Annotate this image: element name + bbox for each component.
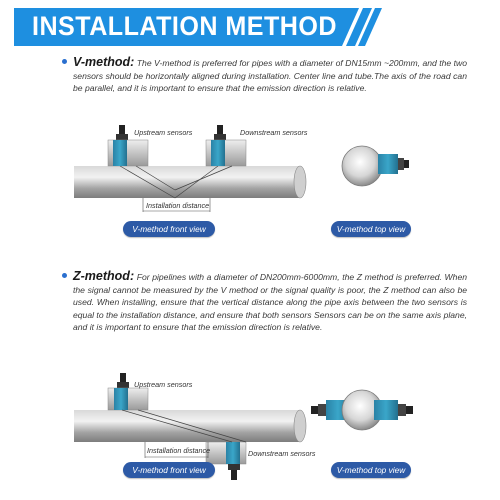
bullet-icon	[62, 273, 67, 278]
z-method-title: Z-method	[73, 269, 130, 283]
v-pipe	[74, 166, 306, 198]
z-distance-label: Installation distance	[147, 446, 211, 455]
v-front-view-badge: V-method front view	[123, 221, 215, 237]
z-upstream-sensor	[108, 373, 148, 410]
z-downstream-label: Downstream sensors	[248, 449, 316, 458]
v-top-view-badge: V-method top view	[331, 221, 411, 237]
v-upstream-label: Upstream sensors	[134, 128, 193, 137]
v-distance-label: Installation distance	[146, 201, 210, 210]
z-method-description: For pipelines with a diameter of DN200mm-6000mm, the Z method is preferred. When the signal cannot be measured by the V method or the signal quality is poor, the Z method can also be used. When installing, ensure that the vertical distance along the pipe axis between the two sensors is equal to the installation distance, and ensure that both sensors Sensors can be on the same axis plane, and it is important to ensure that the emission direction is relative.	[73, 272, 467, 333]
v-downstream-label: Downstream sensors	[240, 128, 308, 137]
z-method-section	[73, 270, 467, 334]
page-title: INSTALLATION METHOD	[32, 11, 338, 41]
z-top-view	[311, 390, 413, 430]
v-method-colon: :	[130, 55, 135, 69]
z-pipe	[74, 410, 306, 442]
v-method-description: The V-method is preferred for pipes with a diameter of DN15mm ~200mm, and the two sensors should be horizontally aligned during installation. Center line and tube.The axis of the road can be parallel, and it is important to ensure that the emission direction is relative.	[73, 58, 468, 94]
v-method-title: V-method	[73, 55, 131, 69]
z-top-view-badge: V-method top view	[331, 462, 411, 478]
z-front-view-badge: V-method front view	[123, 462, 215, 478]
v-top-view	[342, 146, 409, 186]
z-method-colon: :	[129, 269, 135, 283]
z-upstream-label: Upstream sensors	[134, 380, 193, 389]
